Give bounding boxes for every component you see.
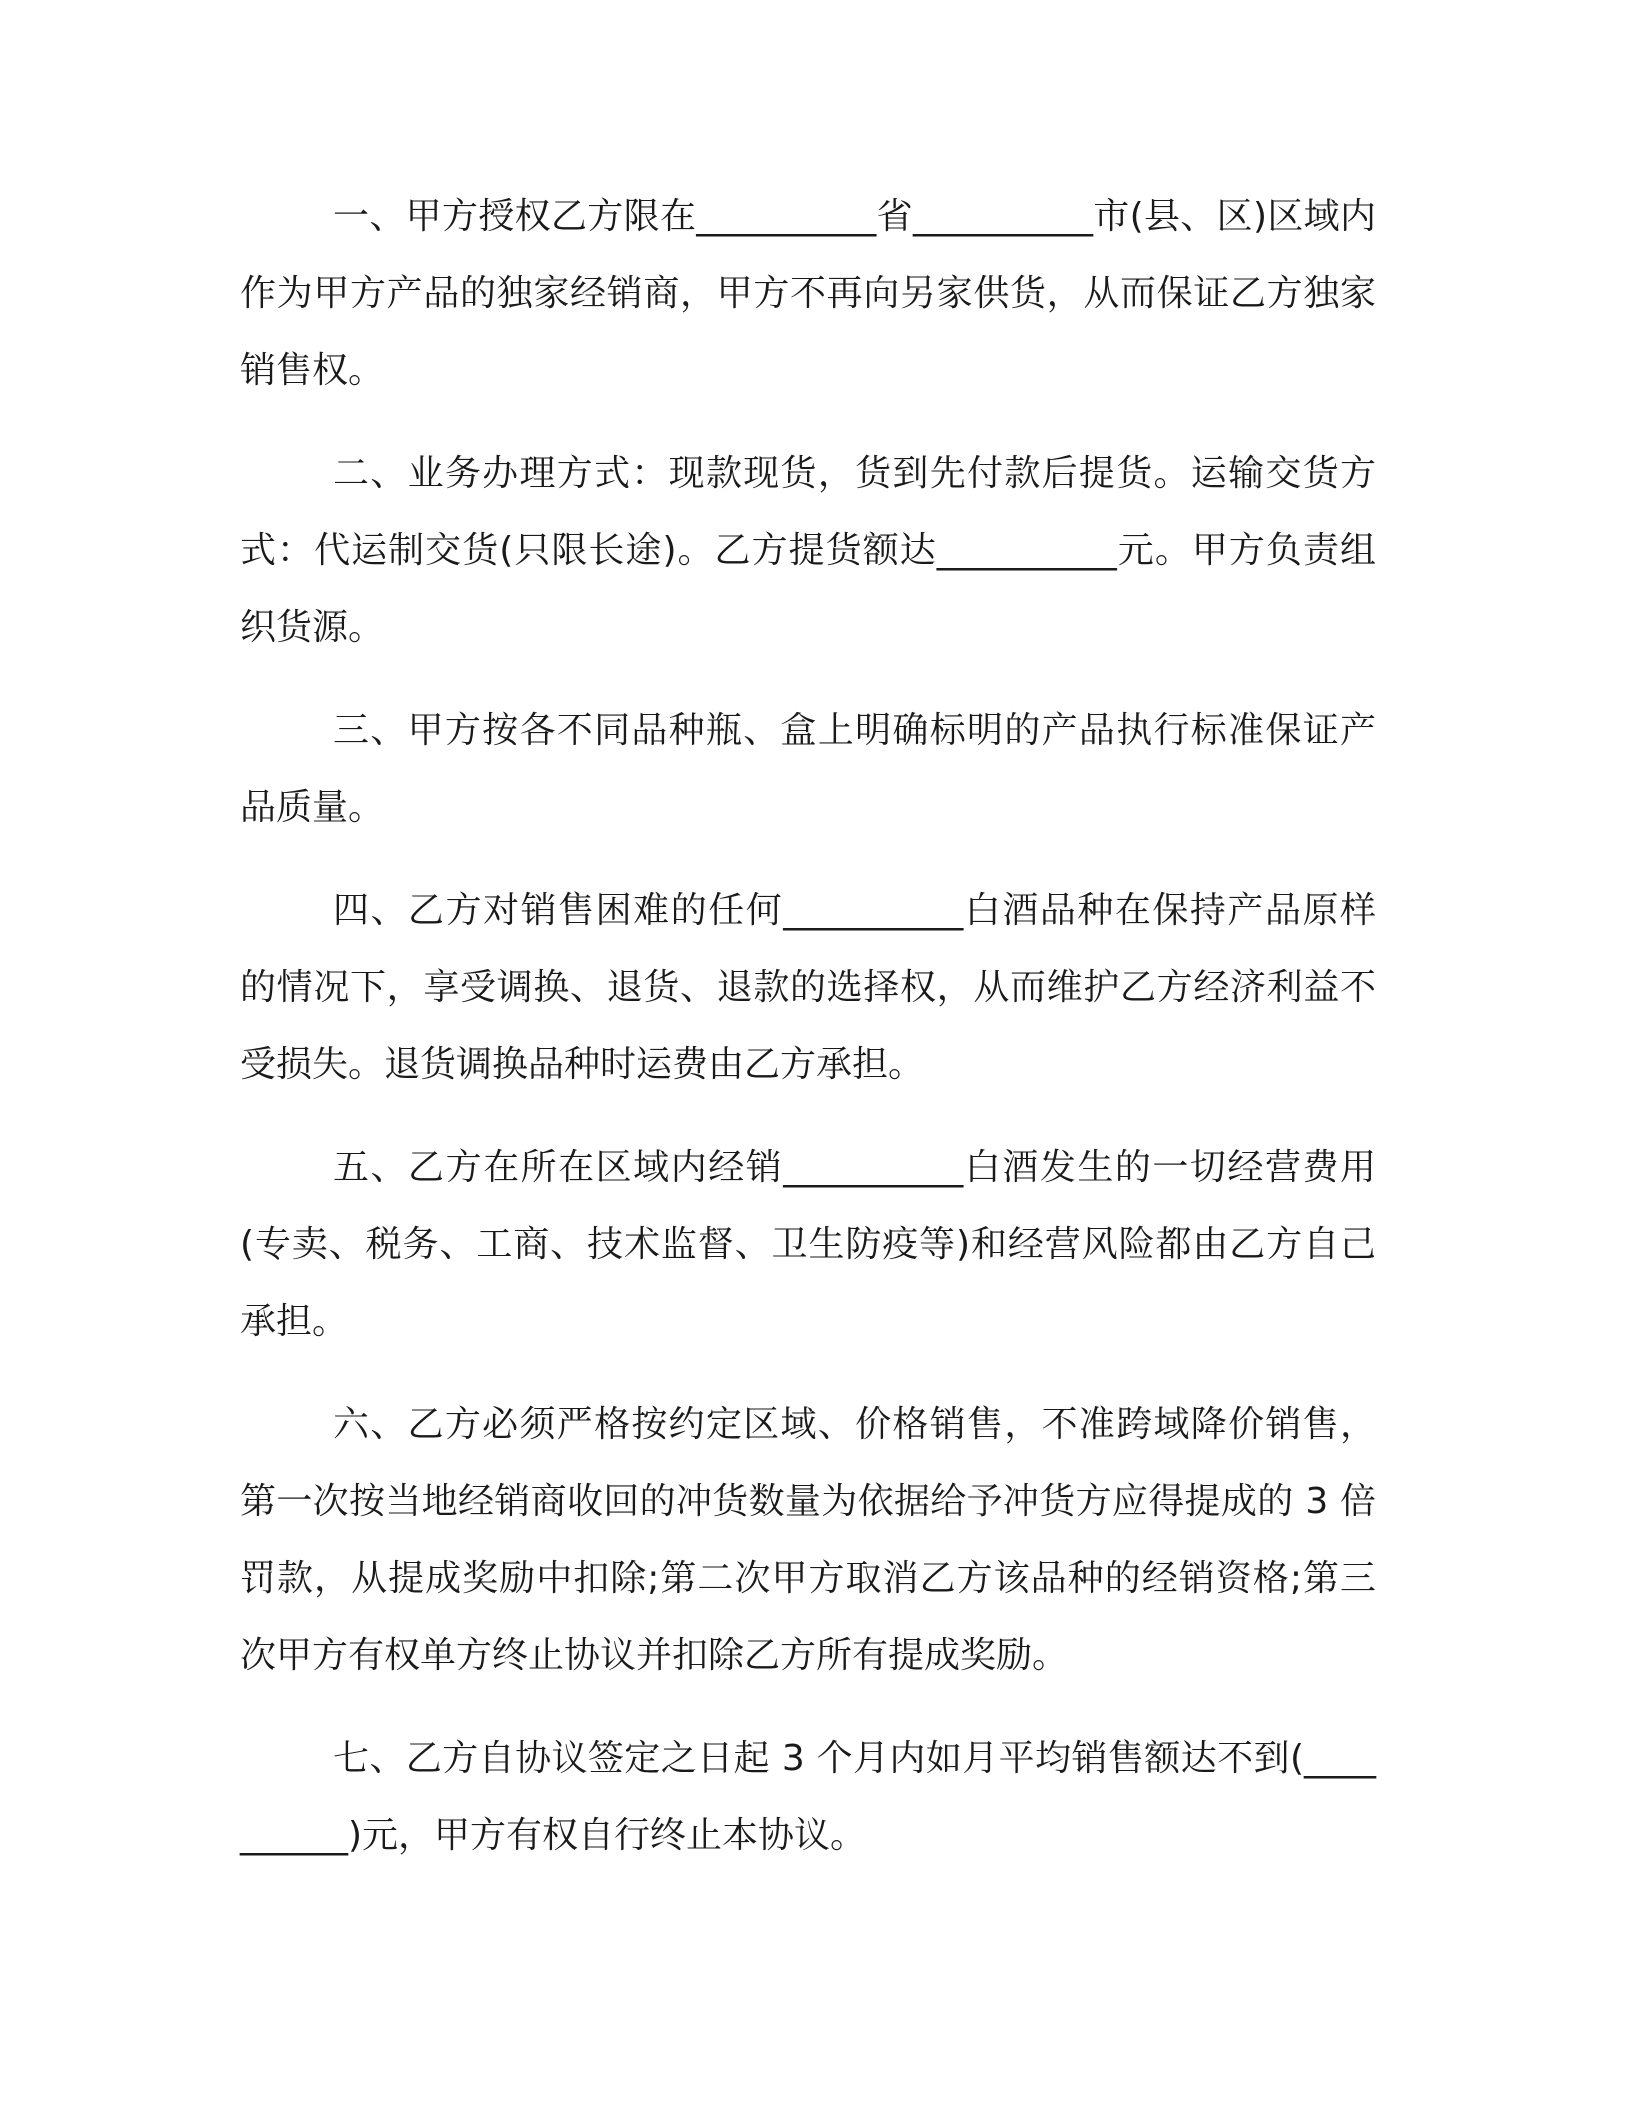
clause-6: 六、乙方必须严格按约定区域、价格销售，不准跨域降价销售，第一次按当地经销商收回的冲货数量为依据给予冲货方应得提成的 3 倍罚款，从提成奖励中扣除;第二次甲方取消乙方该品种的经销资格;第三次甲方有权单方终止协议并扣除乙方所有提成奖励。: [240, 1404, 1376, 1676]
document-page: [240, 178, 1376, 1900]
clause-4: 四、乙方对销售困难的任何__________白酒品种在保持产品原样的情况下，享受调换、退货、退款的选择权，从而维护乙方经济利益不受损失。退货调换品种时运费由乙方承担。: [240, 890, 1376, 1085]
clause-3: 三、甲方按各不同品种瓶、盒上明确标明的产品执行标准保证产品质量。: [240, 710, 1376, 828]
clause-5: 五、乙方在所在区域内经销__________白酒发生的一切经营费用(专卖、税务、工商、技术监督、卫生防疫等)和经营风险都由乙方自己承担。: [240, 1147, 1376, 1342]
clause-1: 一、甲方授权乙方限在__________省__________市(县、区)区域内作为甲方产品的独家经销商，甲方不再向另家供货，从而保证乙方独家销售权。: [240, 196, 1376, 391]
clause-2: 二、业务办理方式：现款现货，货到先付款后提货。运输交货方式：代运制交货(只限长途)。乙方提货额达__________元。甲方负责组织货源。: [240, 453, 1376, 648]
clause-7: 七、乙方自协议签定之日起 3 个月内如月平均销售额达不到(__________)元，甲方有权自行终止本协议。: [240, 1738, 1376, 1856]
